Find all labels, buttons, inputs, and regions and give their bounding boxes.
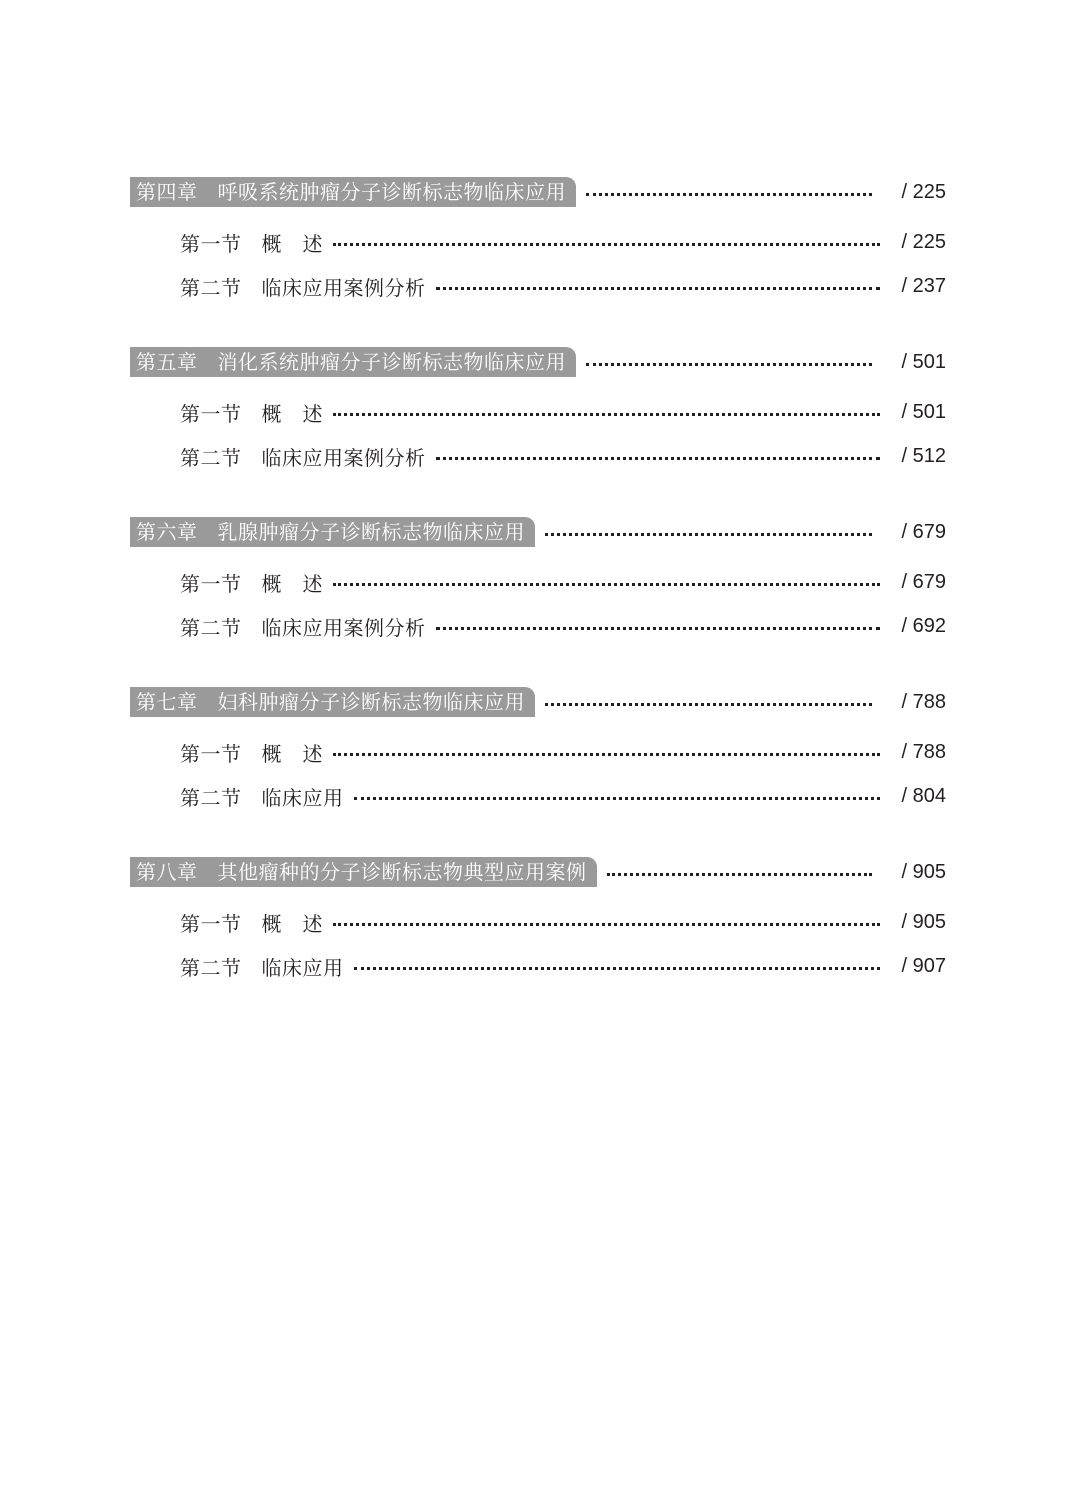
section-heading [180, 782, 344, 811]
section-title: 概 述 [261, 741, 323, 766]
section-entry[interactable] [130, 560, 946, 604]
section-number: 第一节 [180, 231, 242, 256]
section-number: 第一节 [180, 911, 242, 936]
chapter-title: 其他瘤种的分子诊断标志物典型应用案例 [217, 860, 587, 884]
chapter-title: 呼吸系统肿瘤分子诊断标志物临床应用 [217, 180, 566, 204]
chapter-heading [130, 517, 535, 547]
section-title: 概 述 [261, 911, 323, 936]
page-number: / 679 [901, 520, 946, 543]
section-number: 第二节 [180, 445, 242, 470]
page-number: / 804 [901, 784, 946, 807]
page-number: / 788 [901, 740, 946, 763]
page-number: / 692 [901, 614, 946, 637]
section-heading [180, 228, 323, 257]
section-title: 临床应用 [261, 785, 344, 810]
section-entry[interactable] [130, 730, 946, 774]
section-number: 第二节 [180, 785, 242, 810]
chapter-title: 消化系统肿瘤分子诊断标志物临床应用 [217, 350, 566, 374]
dot-leader [436, 287, 881, 290]
chapter-7 [130, 686, 946, 818]
section-number: 第二节 [180, 275, 242, 300]
chapter-entry[interactable] [130, 686, 946, 718]
chapter-4 [130, 176, 946, 308]
page-number: / 237 [901, 274, 946, 297]
dot-leader [586, 363, 872, 366]
chapter-entry[interactable] [130, 346, 946, 378]
section-heading [180, 908, 323, 937]
section-heading [180, 442, 426, 471]
dot-leader [333, 583, 880, 586]
section-entry[interactable] [130, 604, 946, 648]
chapter-number: 第八章 [136, 860, 198, 884]
dot-leader [436, 457, 881, 460]
chapter-number: 第七章 [136, 690, 198, 714]
page-number: / 225 [901, 180, 946, 203]
chapter-8 [130, 856, 946, 988]
page-number: / 788 [901, 690, 946, 713]
chapter-heading [130, 347, 576, 377]
dot-leader [333, 243, 880, 246]
section-heading [180, 272, 426, 301]
section-title: 概 述 [261, 571, 323, 596]
dot-leader [586, 193, 872, 196]
dot-leader [333, 413, 880, 416]
section-number: 第一节 [180, 571, 242, 596]
section-entry[interactable] [130, 944, 946, 988]
chapter-number: 第五章 [136, 350, 198, 374]
section-title: 临床应用案例分析 [261, 445, 426, 470]
section-title: 概 述 [261, 401, 323, 426]
page-number: / 679 [901, 570, 946, 593]
section-title: 概 述 [261, 231, 323, 256]
section-title: 临床应用案例分析 [261, 615, 426, 640]
page-number: / 905 [901, 910, 946, 933]
chapter-heading [130, 857, 597, 887]
dot-leader [436, 627, 881, 630]
section-entry[interactable] [130, 264, 946, 308]
chapter-entry[interactable] [130, 516, 946, 548]
table-of-contents [130, 176, 946, 1026]
section-title: 临床应用 [261, 955, 344, 980]
page-number: / 512 [901, 444, 946, 467]
chapter-heading [130, 177, 576, 207]
dot-leader [354, 967, 881, 970]
section-heading [180, 568, 323, 597]
section-title: 临床应用案例分析 [261, 275, 426, 300]
page-number: / 905 [901, 860, 946, 883]
chapter-6 [130, 516, 946, 648]
section-heading [180, 952, 344, 981]
section-entry[interactable] [130, 390, 946, 434]
dot-leader [607, 873, 873, 876]
section-number: 第二节 [180, 615, 242, 640]
section-heading [180, 612, 426, 641]
section-number: 第一节 [180, 741, 242, 766]
dot-leader [333, 753, 880, 756]
section-heading [180, 738, 323, 767]
dot-leader [333, 923, 880, 926]
section-heading [180, 398, 323, 427]
section-entry[interactable] [130, 774, 946, 818]
dot-leader [354, 797, 881, 800]
dot-leader [545, 533, 872, 536]
page-number: / 907 [901, 954, 946, 977]
chapter-heading [130, 687, 535, 717]
chapter-number: 第四章 [136, 180, 198, 204]
chapter-title: 妇科肿瘤分子诊断标志物临床应用 [217, 690, 525, 714]
page-number: / 501 [901, 400, 946, 423]
section-entry[interactable] [130, 434, 946, 478]
dot-leader [545, 703, 872, 706]
section-entry[interactable] [130, 220, 946, 264]
page-number: / 225 [901, 230, 946, 253]
chapter-entry[interactable] [130, 856, 946, 888]
page-number: / 501 [901, 350, 946, 373]
section-number: 第一节 [180, 401, 242, 426]
chapter-title: 乳腺肿瘤分子诊断标志物临床应用 [217, 520, 525, 544]
chapter-5 [130, 346, 946, 478]
section-number: 第二节 [180, 955, 242, 980]
chapter-entry[interactable] [130, 176, 946, 208]
section-entry[interactable] [130, 900, 946, 944]
chapter-number: 第六章 [136, 520, 198, 544]
